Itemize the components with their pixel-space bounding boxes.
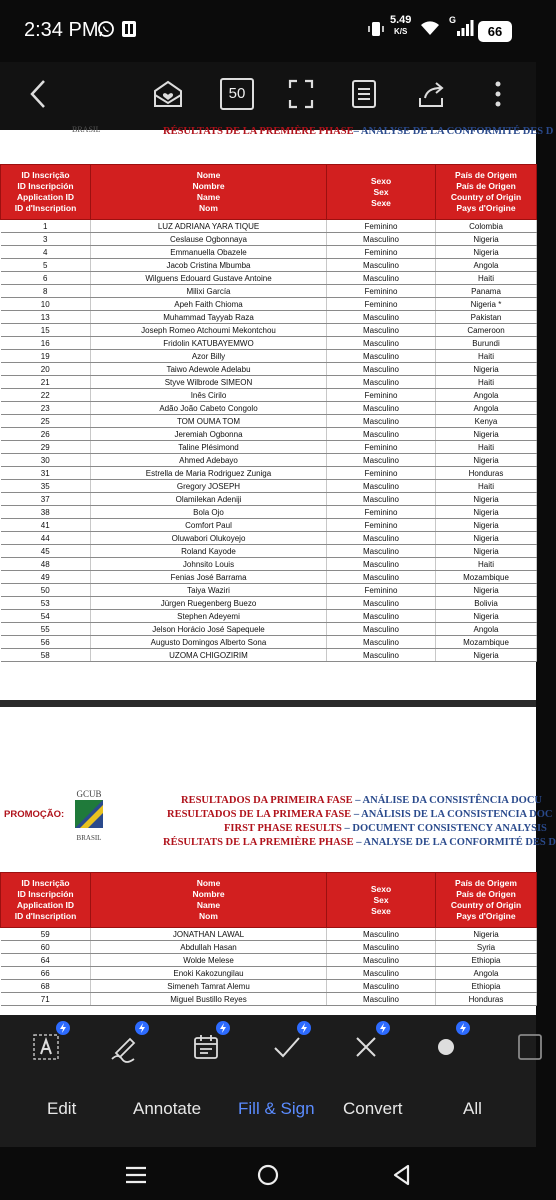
cell-id: 66 (1, 967, 91, 980)
cell-country: Nigeria (436, 545, 537, 558)
table-row (1, 636, 537, 649)
text-box-tool[interactable] (26, 1027, 66, 1067)
cell-country: Cameroon (436, 324, 537, 337)
cell-id: 5 (1, 259, 91, 272)
cell-sex: Masculino (327, 480, 436, 493)
clock: 2:34 PM (24, 19, 99, 41)
table-row (1, 993, 537, 1006)
cell-id: 53 (1, 597, 91, 610)
cell-name: Comfort Paul (91, 519, 327, 532)
battery-indicator: 66 (478, 21, 512, 42)
cell-sex: Masculino (327, 415, 436, 428)
table-row (1, 928, 537, 941)
cell-name: Simeneh Tamrat Alemu (91, 980, 327, 993)
phase-title-fr: RÉSULTATS DE LA PREMIÈRE PHASE – ANALYSE DE LA CONFORMITÉ DES D (163, 837, 556, 848)
line-tool[interactable] (506, 1027, 546, 1067)
cell-sex: Masculino (327, 967, 436, 980)
page-count: 50 (220, 78, 254, 110)
fullscreen-icon[interactable] (283, 76, 319, 112)
table-row (1, 941, 537, 954)
cell-country: Haiti (436, 441, 537, 454)
table-row (1, 311, 537, 324)
table-row (1, 233, 537, 246)
table-row (1, 259, 537, 272)
table-row (1, 272, 537, 285)
cell-id: 48 (1, 558, 91, 571)
cell-id: 37 (1, 493, 91, 506)
cell-name: Adão João Cabeto Congolo (91, 402, 327, 415)
cell-name: Inês Cirilo (91, 389, 327, 402)
top-toolbar (0, 62, 536, 130)
gcub-logo: GCUB BRASIL (72, 789, 106, 842)
cell-id: 20 (1, 363, 91, 376)
cell-sex: Masculino (327, 324, 436, 337)
table-row (1, 467, 537, 480)
cell-id: 35 (1, 480, 91, 493)
cell-sex: Masculino (327, 623, 436, 636)
cell-name: Styve Wilbrode SIMEON (91, 376, 327, 389)
cell-sex: Masculino (327, 610, 436, 623)
cell-name: Ceslause Ogbonnaya (91, 233, 327, 246)
cell-country: Haiti (436, 272, 537, 285)
cell-name: TOM OUMA TOM (91, 415, 327, 428)
more-options-icon[interactable] (480, 76, 516, 112)
cell-country: Honduras (436, 993, 537, 1006)
cell-sex: Feminino (327, 220, 436, 233)
cell-name: Gregory JOSEPH (91, 480, 327, 493)
cell-country: Haiti (436, 376, 537, 389)
cell-name: UZOMA CHIGOZIRIM (91, 649, 327, 662)
cell-name: JONATHAN LAWAL (91, 928, 327, 941)
network-type: G (449, 15, 457, 25)
table-header-row (1, 873, 537, 928)
table-row (1, 980, 537, 993)
cell-name: Apeh Faith Chioma (91, 298, 327, 311)
cell-country: Kenya (436, 415, 537, 428)
cell-sex: Masculino (327, 571, 436, 584)
phase-title-es: RESULTADOS DE LA PRIMERA FASE – ANÁLISIS DE LA CONSISTENCIA DOC (167, 809, 553, 820)
table-body (1, 220, 537, 662)
cell-name: Taiya Waziri (91, 584, 327, 597)
page-count-button[interactable] (219, 76, 255, 112)
cell-country: Haiti (436, 350, 537, 363)
promo-label: PROMOÇÃO: (4, 809, 65, 820)
column-header-id: ID Inscrição ID Inscripción Application ID ID d'Inscription (1, 873, 91, 928)
cell-id: 1 (1, 220, 91, 233)
cell-id: 45 (1, 545, 91, 558)
cell-country: Haiti (436, 558, 537, 571)
cell-sex: Masculino (327, 454, 436, 467)
premium-badge-icon (56, 1021, 70, 1035)
cell-sex: Masculino (327, 272, 436, 285)
cell-sex: Feminino (327, 519, 436, 532)
signal-icon (456, 20, 474, 41)
cell-id: 8 (1, 285, 91, 298)
cell-country: Nigeria (436, 454, 537, 467)
table-row (1, 597, 537, 610)
cell-country: Nigeria * (436, 298, 537, 311)
tab-convert[interactable]: Convert (343, 1099, 403, 1118)
cell-name: Taiwo Adewole Adelabu (91, 363, 327, 376)
cell-sex: Feminino (327, 506, 436, 519)
cell-country: Nigeria (436, 246, 537, 259)
cell-name: Ahmed Adebayo (91, 454, 327, 467)
table-row (1, 415, 537, 428)
cell-id: 4 (1, 246, 91, 259)
column-header-name: Nome Nombre Name Nom (91, 873, 327, 928)
cell-country: Angola (436, 623, 537, 636)
cell-country: Honduras (436, 467, 537, 480)
table-row (1, 493, 537, 506)
cell-id: 49 (1, 571, 91, 584)
cell-country: Nigeria (436, 519, 537, 532)
cell-sex: Masculino (327, 402, 436, 415)
whatsapp-icon (97, 20, 115, 43)
table-row (1, 623, 537, 636)
cell-name: Muhammad Tayyab Raza (91, 311, 327, 324)
cell-sex: Feminino (327, 441, 436, 454)
cell-name: Enoki Kakozungilau (91, 967, 327, 980)
cell-country: Pakistan (436, 311, 537, 324)
cell-id: 3 (1, 233, 91, 246)
cell-name: Olamilekan Adeniji (91, 493, 327, 506)
cell-name: Fridolin KATUBAYEMWO (91, 337, 327, 350)
cell-id: 38 (1, 506, 91, 519)
cell-name: Augusto Domingos Alberto Sona (91, 636, 327, 649)
cell-id: 41 (1, 519, 91, 532)
table-row (1, 428, 537, 441)
cell-name: Joseph Romeo Atchoumi Mekontchou (91, 324, 327, 337)
cell-name: Jacob Cristina Mbumba (91, 259, 327, 272)
table-row (1, 954, 537, 967)
cell-country: Angola (436, 402, 537, 415)
cell-id: 19 (1, 350, 91, 363)
back-nav-icon[interactable] (384, 1157, 420, 1193)
table-row (1, 571, 537, 584)
results-table (0, 872, 537, 1006)
cell-id: 10 (1, 298, 91, 311)
cell-country: Nigeria (436, 584, 537, 597)
cell-sex: Masculino (327, 428, 436, 441)
column-header-sex: Sexo Sex Sexe (327, 873, 436, 928)
cell-id: 26 (1, 428, 91, 441)
table-row (1, 584, 537, 597)
cell-name: Bola Ojo (91, 506, 327, 519)
cell-country: Angola (436, 389, 537, 402)
table-row (1, 324, 537, 337)
phase-title-en: FIRST PHASE RESULTS – DOCUMENT CONSISTENCY ANALYSIS (224, 823, 547, 834)
table-body (1, 928, 537, 1006)
cell-country: Syria (436, 941, 537, 954)
cross-tool[interactable] (346, 1027, 386, 1067)
premium-badge-icon (456, 1021, 470, 1035)
premium-badge-icon (135, 1021, 149, 1035)
premium-badge-icon (297, 1021, 311, 1035)
cell-id: 64 (1, 954, 91, 967)
table-row (1, 337, 537, 350)
cell-sex: Feminino (327, 285, 436, 298)
cell-name: Wolde Melese (91, 954, 327, 967)
cell-country: Angola (436, 967, 537, 980)
cell-id: 22 (1, 389, 91, 402)
cell-name: Emmanuella Obazele (91, 246, 327, 259)
cell-sex: Masculino (327, 493, 436, 506)
document-viewport[interactable] (0, 125, 556, 1015)
reading-mode-icon[interactable] (346, 76, 382, 112)
table-row (1, 545, 537, 558)
cell-sex: Masculino (327, 545, 436, 558)
table-row (1, 532, 537, 545)
table-row (1, 402, 537, 415)
table-row (1, 220, 537, 233)
cell-id: 55 (1, 623, 91, 636)
cell-country: Nigeria (436, 506, 537, 519)
system-nav-bar (0, 1147, 536, 1200)
recent-apps-icon[interactable] (118, 1157, 154, 1193)
column-header-country: País de Origem País de Origen Country of Origin Pays d'Origine (436, 873, 537, 928)
bottom-tab-bar (0, 1077, 536, 1147)
cell-sex: Masculino (327, 376, 436, 389)
cell-id: 31 (1, 467, 91, 480)
cell-name: Oluwabori Olukoyejo (91, 532, 327, 545)
cell-id: 56 (1, 636, 91, 649)
cell-country: Bolivia (436, 597, 537, 610)
cell-country: Nigeria (436, 532, 537, 545)
cell-name: Johnsito Louis (91, 558, 327, 571)
status-bar (0, 0, 536, 62)
cell-country: Burundi (436, 337, 537, 350)
cell-name: Estrella de Maria Rodriguez Zuniga (91, 467, 327, 480)
cell-sex: Masculino (327, 636, 436, 649)
table-row (1, 558, 537, 571)
checkmark-tool[interactable] (267, 1027, 307, 1067)
table-row (1, 519, 537, 532)
table-row (1, 454, 537, 467)
tab-fill-sign[interactable]: Fill & Sign (238, 1099, 315, 1118)
phase-title: RÉSULTATS DE LA PREMIÈRE PHASE– ANALYSE DE LA CONFORMITÉ DES D (163, 126, 554, 137)
cell-name: Jeremiah Ogbonna (91, 428, 327, 441)
table-header-row (1, 165, 537, 220)
cell-sex: Masculino (327, 980, 436, 993)
table-row (1, 350, 537, 363)
cell-sex: Feminino (327, 467, 436, 480)
cell-name: Abdullah Hasan (91, 941, 327, 954)
cell-id: 54 (1, 610, 91, 623)
cell-id: 68 (1, 980, 91, 993)
cell-name: Fenias José Barrama (91, 571, 327, 584)
cell-name: Stephen Adeyemi (91, 610, 327, 623)
gcub-emblem (74, 799, 104, 829)
cell-name: Wilguens Edouard Gustave Antoine (91, 272, 327, 285)
cell-name: Roland Kayode (91, 545, 327, 558)
tab-all[interactable]: All (463, 1099, 482, 1118)
table-row (1, 967, 537, 980)
cell-sex: Masculino (327, 337, 436, 350)
cell-sex: Feminino (327, 389, 436, 402)
cell-country: Nigeria (436, 928, 537, 941)
results-table (0, 164, 537, 662)
back-icon[interactable] (20, 76, 56, 112)
table-row (1, 246, 537, 259)
cell-id: 21 (1, 376, 91, 389)
cell-country: Colombia (436, 220, 537, 233)
favorite-mail-icon[interactable] (150, 76, 186, 112)
cell-id: 29 (1, 441, 91, 454)
column-header-id: ID Inscrição ID Inscripción Application ID ID d'Inscription (1, 165, 91, 220)
cell-name: Jürgen Ruegenberg Buezo (91, 597, 327, 610)
cell-sex: Masculino (327, 311, 436, 324)
cell-country: Nigeria (436, 363, 537, 376)
signature-tool[interactable] (105, 1027, 145, 1067)
partial-logo-text: BRASIL (72, 125, 101, 134)
network-speed: 5.49 K/S (390, 14, 412, 36)
cell-name: Milixi García (91, 285, 327, 298)
premium-badge-icon (376, 1021, 390, 1035)
table-row (1, 389, 537, 402)
fill-sign-toolbar (0, 1015, 536, 1077)
cell-sex: Masculino (327, 597, 436, 610)
tab-edit[interactable]: Edit (47, 1099, 77, 1118)
cell-sex: Masculino (327, 993, 436, 1006)
cell-sex: Masculino (327, 350, 436, 363)
cell-country: Nigeria (436, 610, 537, 623)
cell-id: 44 (1, 532, 91, 545)
cell-id: 50 (1, 584, 91, 597)
cell-sex: Masculino (327, 941, 436, 954)
table-row (1, 480, 537, 493)
premium-badge-icon (216, 1021, 230, 1035)
cell-name: Jelson Horácio José Sapequele (91, 623, 327, 636)
cell-sex: Masculino (327, 233, 436, 246)
cell-sex: Feminino (327, 246, 436, 259)
cell-country: Ethiopia (436, 954, 537, 967)
cell-id: 71 (1, 993, 91, 1006)
cell-sex: Masculino (327, 558, 436, 571)
cell-country: Ethiopia (436, 980, 537, 993)
cell-sex: Masculino (327, 363, 436, 376)
table-row (1, 285, 537, 298)
table-row (1, 506, 537, 519)
cell-name: Miguel Bustillo Reyes (91, 993, 327, 1006)
cell-id: 58 (1, 649, 91, 662)
cell-sex: Masculino (327, 532, 436, 545)
table-row (1, 363, 537, 376)
cell-country: Nigeria (436, 649, 537, 662)
cell-country: Nigeria (436, 233, 537, 246)
cell-id: 23 (1, 402, 91, 415)
cell-sex: Feminino (327, 584, 436, 597)
column-header-country: País de Origem País de Origen Country of Origin Pays d'Origine (436, 165, 537, 220)
cell-name: Taline Plésimond (91, 441, 327, 454)
cell-id: 59 (1, 928, 91, 941)
cell-country: Panama (436, 285, 537, 298)
cell-id: 13 (1, 311, 91, 324)
cell-country: Angola (436, 259, 537, 272)
cell-sex: Masculino (327, 649, 436, 662)
table-row (1, 610, 537, 623)
cell-sex: Masculino (327, 954, 436, 967)
cell-country: Haiti (436, 480, 537, 493)
cell-id: 30 (1, 454, 91, 467)
date-tool[interactable] (186, 1027, 226, 1067)
tab-annotate[interactable]: Annotate (133, 1099, 202, 1118)
vibrate-icon (368, 20, 384, 43)
cell-country: Nigeria (436, 428, 537, 441)
document-page (0, 125, 554, 700)
table-row (1, 649, 537, 662)
document-page (0, 707, 556, 1027)
dot-tool[interactable] (426, 1027, 466, 1067)
cell-id: 16 (1, 337, 91, 350)
cell-name: LUZ ADRIANA YARA TIQUE (91, 220, 327, 233)
cell-country: Mozambique (436, 571, 537, 584)
cell-sex: Masculino (327, 928, 436, 941)
cell-id: 25 (1, 415, 91, 428)
cell-name: Azor Billy (91, 350, 327, 363)
column-header-name: Nome Nombre Name Nom (91, 165, 327, 220)
wifi-icon (420, 20, 440, 41)
share-icon[interactable] (414, 76, 450, 112)
cell-id: 60 (1, 941, 91, 954)
table-row (1, 376, 537, 389)
cell-sex: Masculino (327, 259, 436, 272)
cell-id: 15 (1, 324, 91, 337)
phase-title-pt: RESULTADOS DA PRIMEIRA FASE – ANÁLISE DA CONSISTÊNCIA DOCU (181, 795, 542, 806)
cell-sex: Feminino (327, 298, 436, 311)
home-icon[interactable] (250, 1157, 286, 1193)
cell-country: Mozambique (436, 636, 537, 649)
app-notification-icon (121, 20, 137, 43)
table-row (1, 441, 537, 454)
cell-country: Nigeria (436, 493, 537, 506)
column-header-sex: Sexo Sex Sexe (327, 165, 436, 220)
table-row (1, 298, 537, 311)
cell-id: 6 (1, 272, 91, 285)
